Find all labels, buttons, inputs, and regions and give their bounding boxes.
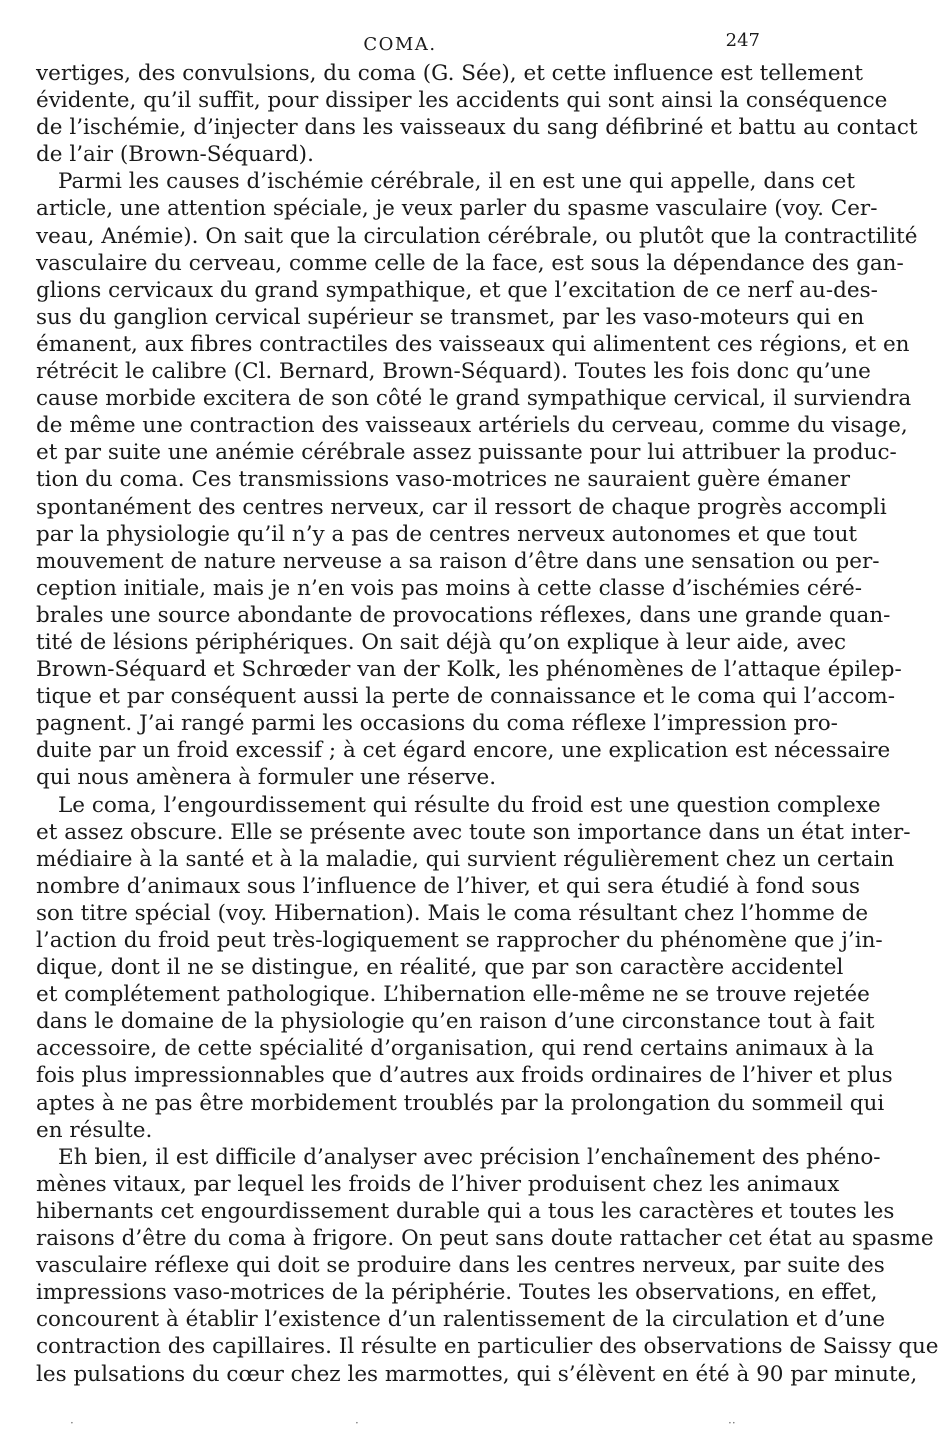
text-line: dans le domaine de la physiologie qu’en raison d’une circonstance tout à fait xyxy=(36,1009,875,1035)
text-line: Le coma, l’engourdissement qui résulte du froid est une question complexe xyxy=(58,792,881,818)
running-head: COMA. xyxy=(363,34,437,55)
text-line: concourent à établir l’existence d’un ralentissement de la circulation et d’une xyxy=(36,1307,886,1333)
text-line: Eh bien, il est difficile d’analyser avec précision l’enchaînement des phéno- xyxy=(58,1144,881,1170)
text-line: aptes à ne pas être morbidement troublés par la prolongation du sommeil qui xyxy=(36,1090,885,1116)
text-line: ception initiale, mais je n’en vois pas moins à cette classe d’ischémies céré- xyxy=(36,575,862,601)
body-text xyxy=(36,60,939,1388)
text-line: accessoire, de cette spécialité d’organisation, qui rend certains animaux à la xyxy=(36,1036,875,1062)
text-line: de même une contraction des vaisseaux artériels du cerveau, comme du visage, xyxy=(36,413,908,439)
document-page xyxy=(36,24,939,1388)
text-line: fois plus impressionnables que d’autres aux froids ordinaires de l’hiver et plus xyxy=(36,1063,893,1089)
text-line: tion du coma. Ces transmissions vaso-motrices ne sauraient guère émaner xyxy=(36,467,850,493)
text-line: de l’ischémie, d’injecter dans les vaisseaux du sang défibriné et battu au contact xyxy=(36,115,918,141)
text-line: en résulte. xyxy=(36,1117,153,1143)
text-line: dique, dont il ne se distingue, en réalité, que par son caractère accidentel xyxy=(36,955,844,981)
print-mark: ·· xyxy=(728,1416,736,1430)
print-mark: · xyxy=(70,1416,74,1430)
text-line: pagnent. J’ai rangé parmi les occasions du coma réflexe l’impression pro- xyxy=(36,711,838,737)
text-line: mouvement de nature nerveuse a sa raison d’être dans une sensation ou per- xyxy=(36,548,880,574)
text-line: sus du ganglion cervical supérieur se transmet, par les vaso-moteurs qui en xyxy=(36,304,865,330)
text-line: article, une attention spéciale, je veux parler du spasme vasculaire (voy. Cer- xyxy=(36,196,878,222)
text-line: mènes vitaux, par lequel les froids de l’hiver produisent chez les animaux xyxy=(36,1171,840,1197)
text-line: tique et par conséquent aussi la perte de connaissance et le coma qui l’accom- xyxy=(36,684,895,710)
text-line: médiaire à la santé et à la maladie, qui survient régulièrement chez un certain xyxy=(36,846,895,872)
page-header xyxy=(36,24,764,58)
text-line: vasculaire réflexe qui doit se produire dans les centres nerveux, par suite des xyxy=(36,1253,885,1279)
text-line: impressions vaso-motrices de la périphérie. Toutes les observations, en effet, xyxy=(36,1280,878,1306)
text-line: qui nous amènera à formuler une réserve. xyxy=(36,765,497,791)
footer-marks xyxy=(0,1416,800,1428)
text-line: vertiges, des convulsions, du coma (G. Sée), et cette influence est tellement xyxy=(36,61,864,86)
text-line: et complétement pathologique. L’hibernation elle-même ne se trouve rejetée xyxy=(36,982,870,1008)
text-line: nombre d’animaux sous l’influence de l’hiver, et qui sera étudié à fond sous xyxy=(36,873,861,899)
text-line: duite par un froid excessif ; à cet égard encore, une explication est nécessaire xyxy=(36,738,891,764)
text-line: et assez obscure. Elle se présente avec toute son importance dans un état inter- xyxy=(36,819,911,845)
text-line: cause morbide excitera de son côté le grand sympathique cervical, il surviendra xyxy=(36,386,912,412)
text-line: contraction des capillaires. Il résulte en particulier des observations de Saissy que xyxy=(36,1334,939,1360)
text-line: tité de lésions périphériques. On sait déjà qu’on explique à leur aide, avec xyxy=(36,629,847,655)
text-line: vasculaire du cerveau, comme celle de la face, est sous la dépendance des gan- xyxy=(36,250,904,276)
text-line: spontanément des centres nerveux, car il ressort de chaque progrès accompli xyxy=(36,494,887,520)
text-line: évidente, qu’il suffit, pour dissiper les accidents qui sont ainsi la conséquence xyxy=(36,88,888,114)
text-line: émanent, aux fibres contractiles des vaisseaux qui alimentent ces régions, et en xyxy=(36,331,910,357)
text-line: l’action du froid peut très-logiquement se rapprocher du phénomène que j’in- xyxy=(36,928,883,953)
text-line: brales une source abondante de provocations réflexes, dans une grande quan- xyxy=(36,602,891,628)
text-line: et par suite une anémie cérébrale assez puissante pour lui attribuer la produc- xyxy=(36,440,897,466)
text-line: par la physiologie qu’il n’y a pas de centres nerveux autonomes et que tout xyxy=(36,521,858,547)
text-line: les pulsations du cœur chez les marmottes, qui s’élèvent en été à 90 par minute, xyxy=(36,1361,918,1387)
text-line: rétrécit le calibre (Cl. Bernard, Brown-Séquard). Toutes les fois donc qu’une xyxy=(36,359,871,385)
text-line: hibernants cet engourdissement durable qui a tous les caractères et toutes les xyxy=(36,1198,895,1224)
text-line: de l’air (Brown-Séquard). xyxy=(36,142,314,168)
text-line: raisons d’être du coma à frigore. On peut sans doute rattacher cet état au spasme xyxy=(36,1226,934,1252)
text-line: glions cervicaux du grand sympathique, et que l’excitation de ce nerf au-des- xyxy=(36,277,878,303)
print-mark: · xyxy=(355,1416,359,1430)
page-number: 247 xyxy=(725,30,760,51)
text-line: son titre spécial (voy. Hibernation). Mais le coma résultant chez l’homme de xyxy=(36,900,869,926)
text-line: veau, Anémie). On sait que la circulation cérébrale, ou plutôt que la contractilité xyxy=(36,223,918,249)
text-line: Parmi les causes d’ischémie cérébrale, il en est une qui appelle, dans cet xyxy=(58,169,856,195)
text-line: Brown-Séquard et Schrœder van der Kolk, les phénomènes de l’attaque épilep- xyxy=(36,657,902,683)
